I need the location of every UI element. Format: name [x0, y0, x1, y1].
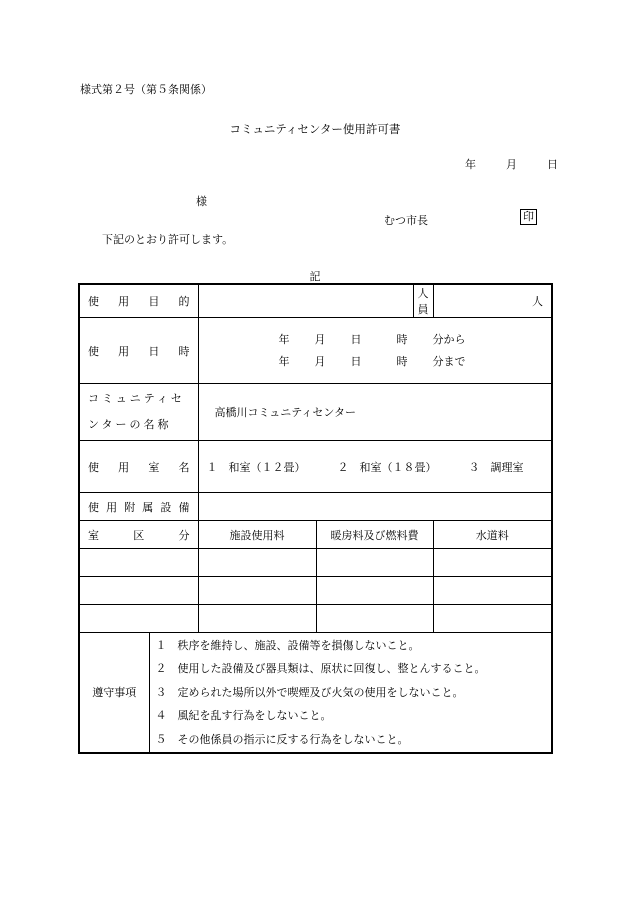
fee-cell[interactable]: [198, 549, 316, 577]
dt-from-hour: 時: [396, 332, 408, 346]
datetime-from: [207, 329, 544, 351]
rule-item: ５ その他係員の指示に反する行為をしないこと。: [155, 732, 409, 746]
persons-value[interactable]: [433, 284, 552, 318]
date-day: 日: [547, 158, 558, 171]
fee-cell[interactable]: [316, 549, 433, 577]
division-label: 室 区 分: [79, 521, 198, 549]
fee-cell[interactable]: [433, 549, 552, 577]
datetime-value[interactable]: [198, 318, 552, 384]
seal-mark: 印: [520, 209, 537, 225]
addressee-suffix: 様: [196, 195, 207, 208]
heating-fee-header: 暖房料及び燃料費: [316, 521, 433, 549]
room-label: 使 用 室 名: [79, 441, 198, 493]
equipment-value[interactable]: [198, 493, 552, 521]
issue-date: [465, 156, 558, 172]
fee-cell[interactable]: [198, 605, 316, 633]
fee-cell[interactable]: [198, 577, 316, 605]
table-row: [79, 577, 552, 605]
dt-from-year: 年: [278, 332, 290, 346]
dt-to-month: 月: [314, 354, 326, 368]
dt-from-month: 月: [314, 332, 326, 346]
form-number: 様式第２号（第５条関係）: [80, 83, 212, 96]
rule-item: ４ 風紀を乱す行為をしないこと。: [155, 709, 332, 722]
dt-from-day: 日: [350, 332, 362, 346]
persons-unit: 人: [532, 295, 543, 308]
purpose-label: 使 用 目 的: [79, 284, 198, 318]
room-options: [198, 441, 552, 493]
rules-list: [149, 633, 552, 753]
dt-to-day: 日: [350, 354, 362, 368]
room-option-2[interactable]: ２ 和室（１８畳）: [337, 460, 437, 474]
datetime-to: [207, 351, 544, 373]
room-option-3[interactable]: ３ 調理室: [468, 460, 524, 474]
table-row: [79, 605, 552, 633]
persons-label: 人員: [413, 284, 433, 318]
purpose-row: [79, 284, 552, 318]
water-fee-header: 水道料: [433, 521, 552, 549]
rule-item: ２ 使用した設備及び器具類は、原状に回復し、整とんすること。: [155, 662, 486, 675]
rule-item: ３ 定められた場所以外で喫煙及び火気の使用をしないこと。: [155, 685, 464, 699]
room-row: [79, 441, 552, 493]
rule-item: １ 秩序を維持し、施設、設備等を損傷しないこと。: [155, 638, 420, 652]
datetime-row: [79, 318, 552, 384]
dt-to-minute: 分まで: [432, 354, 466, 368]
center-name-label: コミュニティセンターの名称: [79, 384, 198, 441]
equipment-label: 使用附属設備: [79, 493, 198, 521]
fee-cell[interactable]: [316, 577, 433, 605]
date-month: 月: [506, 158, 517, 171]
datetime-label: 使 用 日 時: [79, 318, 198, 384]
dt-to-hour: 時: [396, 354, 408, 368]
fee-header-row: [79, 521, 552, 549]
fee-cell[interactable]: [433, 577, 552, 605]
dt-from-minute: 分から: [432, 332, 466, 346]
fee-cell[interactable]: [316, 605, 433, 633]
permit-table: [78, 283, 553, 754]
date-year: 年: [465, 158, 476, 171]
fee-cell[interactable]: [79, 605, 198, 633]
purpose-value[interactable]: [198, 284, 413, 318]
fee-cell[interactable]: [79, 577, 198, 605]
equipment-row: [79, 493, 552, 521]
center-name-row: [79, 384, 552, 441]
center-name-value: 高橋川コミュニティセンター: [198, 384, 552, 441]
rules-row: [79, 633, 552, 753]
page-title: コミュニティセンター使用許可書: [229, 122, 401, 136]
dt-to-year: 年: [278, 354, 290, 368]
fee-cell[interactable]: [79, 549, 198, 577]
intro-text: 下記のとおり許可します。: [102, 233, 234, 246]
issuer-name: むつ市長: [384, 214, 428, 227]
table-row: [79, 549, 552, 577]
rules-label: 遵守事項: [79, 633, 149, 753]
ki-heading: 記: [309, 270, 321, 283]
fee-cell[interactable]: [433, 605, 552, 633]
facility-fee-header: 施設使用料: [198, 521, 316, 549]
room-option-1[interactable]: １ 和室（１２畳）: [206, 460, 306, 474]
